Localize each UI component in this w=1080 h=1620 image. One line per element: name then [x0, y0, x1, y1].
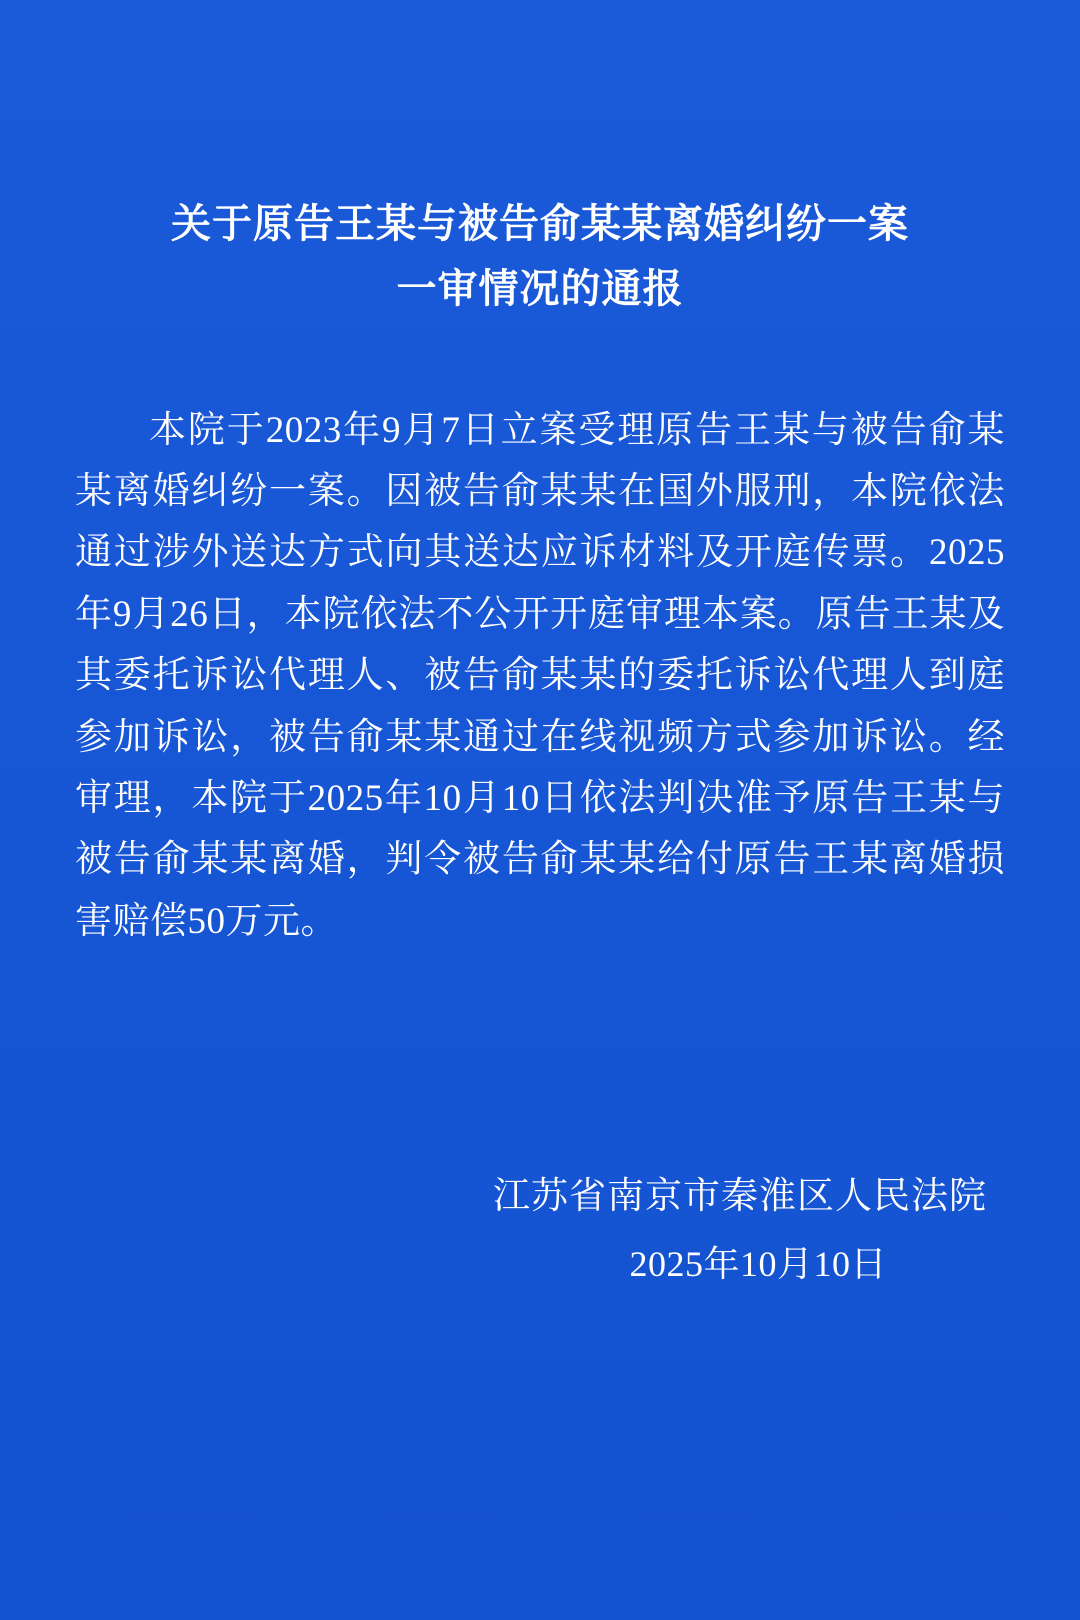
signature-block [367, 1168, 987, 1293]
issue-date: 2025年10月10日 [629, 1244, 887, 1285]
title-line-2: 一审情况的通报 [396, 266, 684, 311]
issuing-organization: 江苏省南京市秦淮区人民法院 [493, 1176, 987, 1217]
title-line-1: 关于原告王某与被告俞某某离婚纠纷一案 [171, 202, 909, 246]
body-block [75, 400, 1005, 953]
page-title [75, 0, 1005, 322]
document-content [75, 0, 1005, 1620]
body-paragraph-1: 本院于2023年9月7日立案受理原告王某与被告俞某某离婚纠纷一案。因被告俞某某在国外服刑，本院依法通过涉外送达方式向其送达应诉材料及开庭传票。2025年9月26日，本院依法不公开开庭审理本案。原告王某及其委托诉讼代理人、被告俞某某的委托诉讼代理人到庭参加诉讼，被告俞某某通过在线视频方式参加诉讼。经审理，本院于2025年10月10日依法判决准予原告王某与被告俞某某离婚，判令被告俞某某给付原告王某离婚损害赔偿50万元。 [75, 409, 1005, 942]
